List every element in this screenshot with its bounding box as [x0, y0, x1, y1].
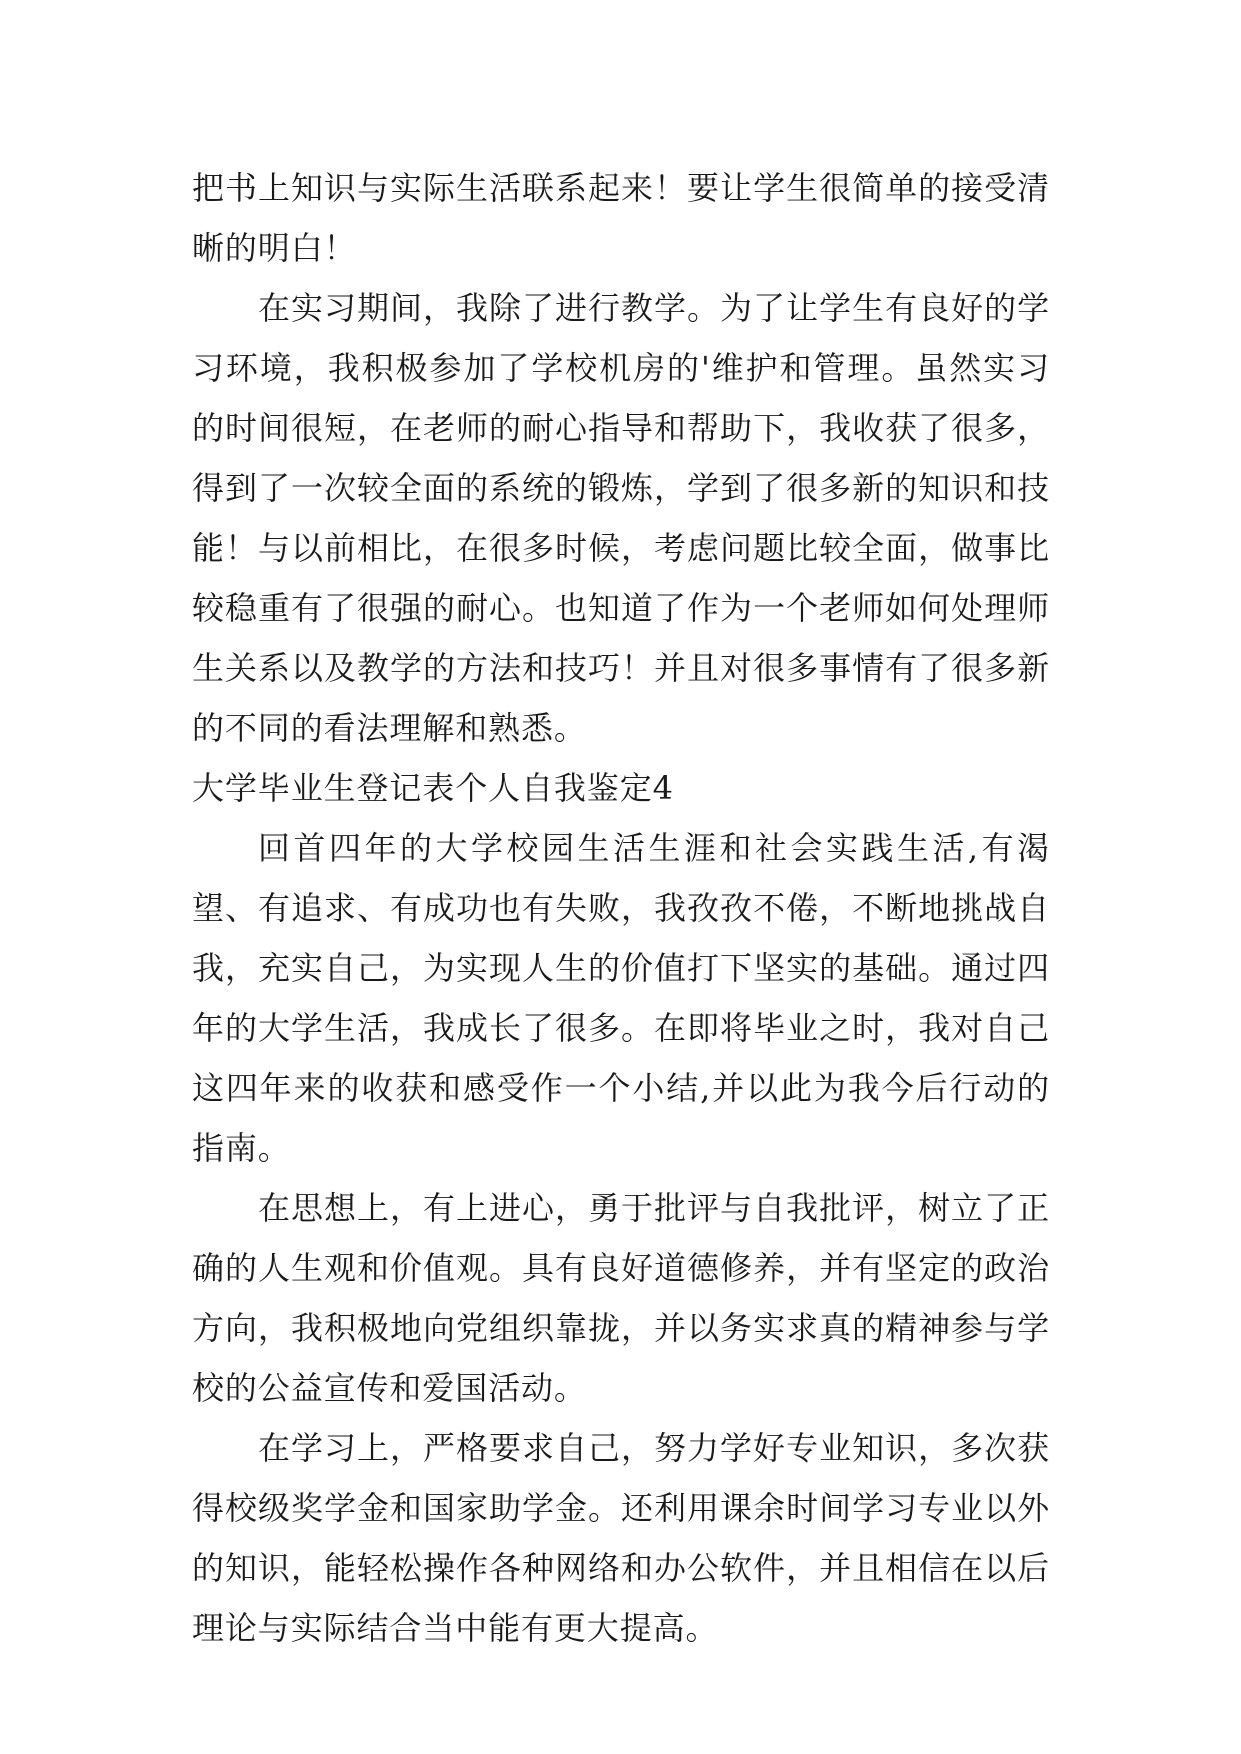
review-paragraph: 回首四年的大学校园生活生涯和社会实践生活,有渴望、有追求、有成功也有失败，我孜孜不倦，不断地挑战自我，充实自己，为实现人生的价值打下坚实的基础。通过四年的大学生活，我成长了很多。在即将毕业之时，我对自己这四年来的收获和感受作一个小结,并以此为我今后行动的指南。: [192, 829, 1050, 1167]
study-paragraph: 在学习上，严格要求自己，努力学好专业知识，多次获得校级奖学金和国家助学金。还利用课余时间学习专业以外的知识，能轻松操作各种网络和办公软件，并且相信在以后理论与实际结合当中能有更大提高。: [192, 1429, 1050, 1647]
section-heading: 大学毕业生登记表个人自我鉴定4: [192, 769, 674, 807]
continuation-paragraph: 把书上知识与实际生活联系起来！要让学生很简单的接受清晰的明白！: [192, 169, 1050, 267]
document-body: [192, 158, 1050, 1658]
thought-paragraph: 在思想上，有上进心，勇于批评与自我批评，树立了正确的人生观和价值观。具有良好道德修养，并有坚定的政治方向，我积极地向党组织靠拢，并以务实求真的精神参与学校的公益宣传和爱国活动。: [192, 1189, 1050, 1407]
internship-paragraph: 在实习期间，我除了进行教学。为了让学生有良好的学习环境，我积极参加了学校机房的'维护和管理。虽然实习的时间很短，在老师的耐心指导和帮助下，我收获了很多，得到了一次较全面的系统的锻炼，学到了很多新的知识和技能！与以前相比，在很多时候，考虑问题比较全面，做事比较稳重有了很强的耐心。也知道了作为一个老师如何处理师生关系以及教学的方法和技巧！并且对很多事情有了很多新的不同的看法理解和熟悉。: [192, 289, 1050, 747]
